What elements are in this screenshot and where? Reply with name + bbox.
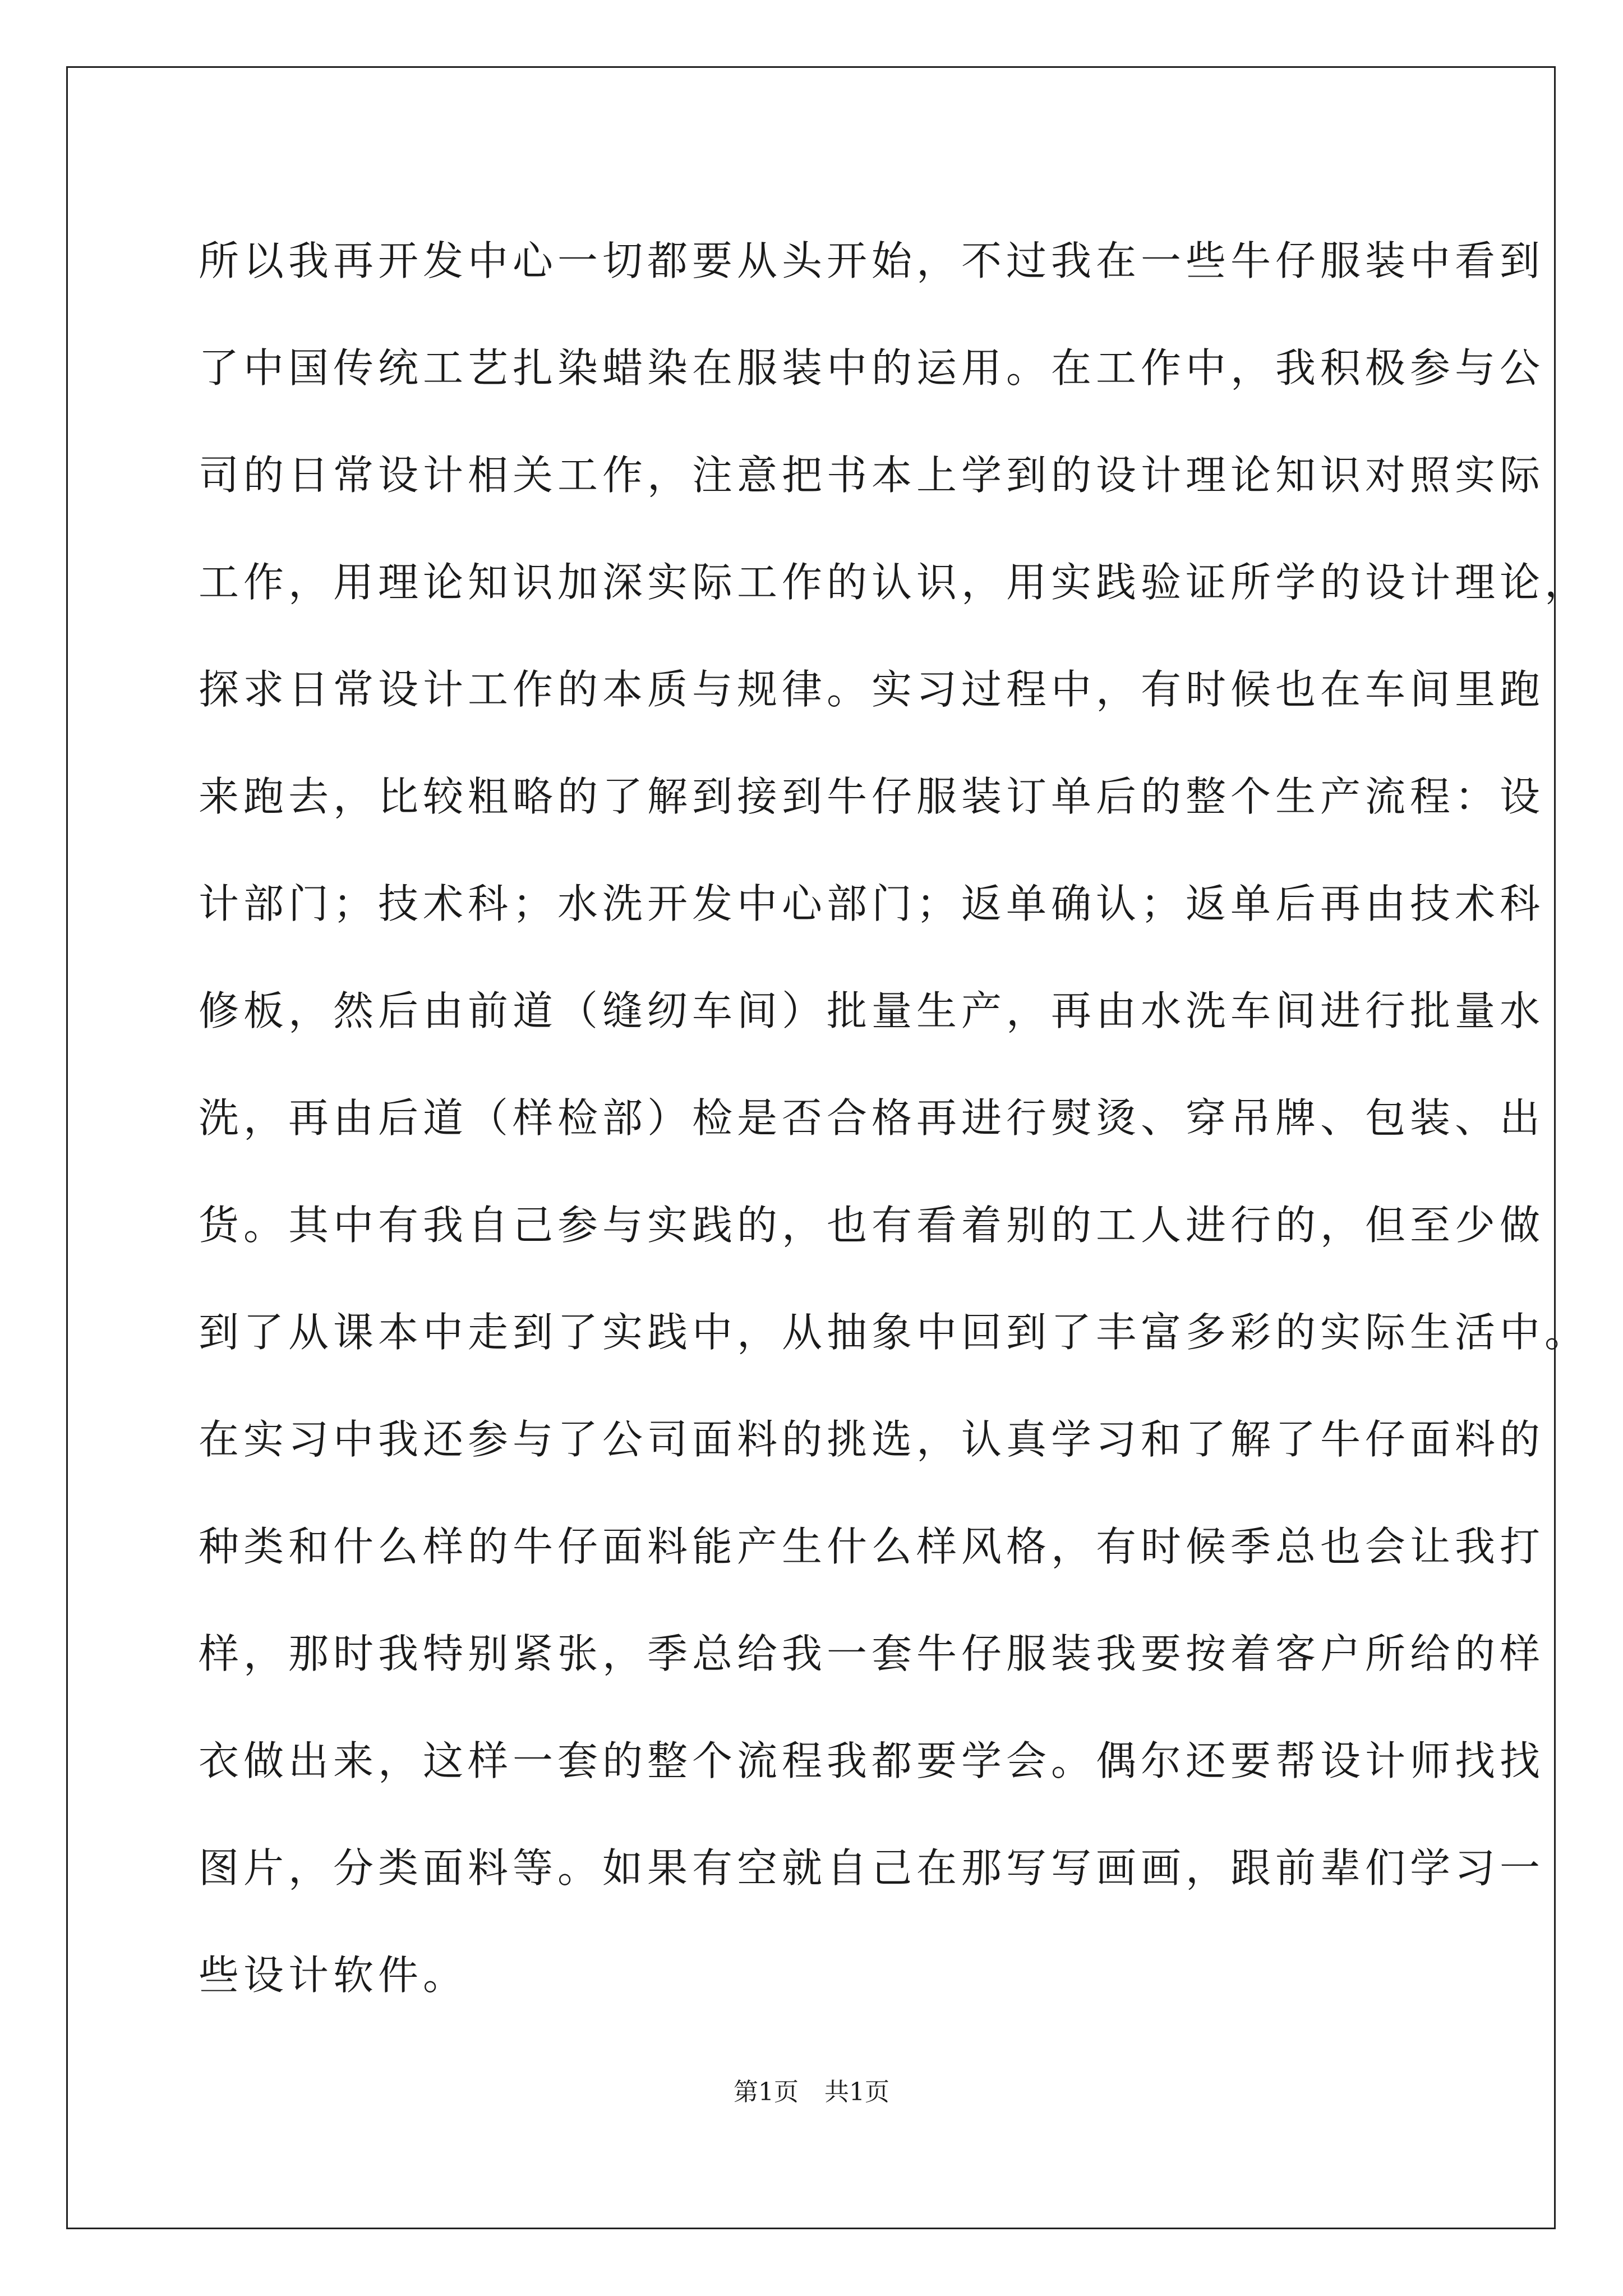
page-footer: [0, 2076, 1623, 2109]
text-line: 了中国传统工艺扎染蜡染在服装中的运用。在工作中，我积极参与公: [199, 344, 1545, 392]
text-line: 计部门；技术科；水洗开发中心部门；返单确认；返单后再由技术科: [199, 880, 1545, 927]
text-line: 洗，再由后道（样检部）检是否合格再进行熨烫、穿吊牌、包装、出: [199, 1094, 1545, 1142]
text-line: 修板，然后由前道（缝纫车间）批量生产，再由水洗车间进行批量水: [199, 987, 1545, 1034]
document-body: [199, 208, 1590, 2029]
text-line: 所以我再开发中心一切都要从头开始，不过我在一些牛仔服装中看到: [199, 237, 1545, 284]
text-line: 图片，分类面料等。如果有空就自己在那写写画画，跟前辈们学习一: [199, 1844, 1545, 1892]
text-line: 货。其中有我自己参与实践的，也有看着别的工人进行的，但至少做: [199, 1202, 1545, 1249]
text-line: 司的日常设计相关工作，注意把书本上学到的设计理论知识对照实际: [199, 452, 1545, 499]
text-line: 衣做出来，这样一套的整个流程我都要学会。偶尔还要帮设计师找找: [199, 1737, 1545, 1784]
text-line: 探求日常设计工作的本质与规律。实习过程中，有时候也在车间里跑: [199, 666, 1545, 713]
text-line: 来跑去，比较粗略的了解到接到牛仔服装订单后的整个生产流程：设: [199, 773, 1545, 820]
text-line: 到了从课本中走到了实践中，从抽象中回到了丰富多彩的实际生活中。: [199, 1309, 1590, 1356]
text-line: 在实习中我还参与了公司面料的挑选，认真学习和了解了牛仔面料的: [199, 1416, 1545, 1463]
page-total: 共1页: [824, 2078, 889, 2106]
text-line: 样，那时我特别紧张，季总给我一套牛仔服装我要按着客户所给的样: [199, 1630, 1545, 1677]
text-line: 工作，用理论知识加深实际工作的认识，用实践验证所学的设计理论，: [199, 559, 1590, 606]
text-line: 种类和什么样的牛仔面料能产生什么样风格，有时候季总也会让我打: [199, 1523, 1545, 1570]
page-number: 第1页: [734, 2078, 799, 2106]
text-line: 些设计软件。: [199, 1952, 468, 1999]
